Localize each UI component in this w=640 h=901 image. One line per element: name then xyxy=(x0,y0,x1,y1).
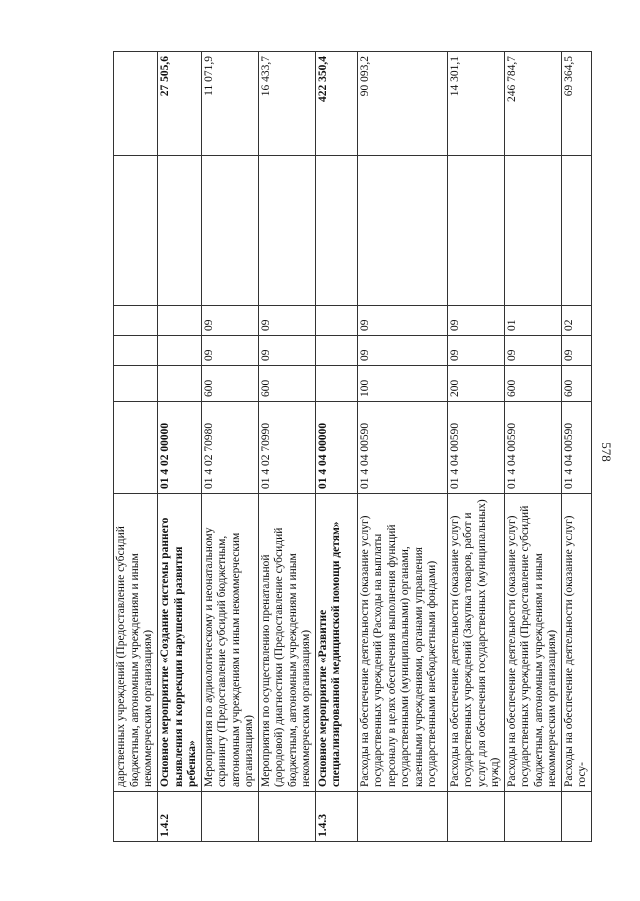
amount-cell xyxy=(114,52,158,156)
row-number-cell xyxy=(504,792,561,842)
row-number-cell xyxy=(447,792,504,842)
table-row xyxy=(447,52,504,842)
amount-cell: 422 350,4 xyxy=(315,52,357,156)
extra-cell xyxy=(357,156,447,306)
extra-cell xyxy=(258,156,315,306)
subsection-cell: 02 xyxy=(561,306,591,336)
extra-cell xyxy=(158,156,202,306)
section-cell: 09 xyxy=(561,336,591,366)
item-name-cell: Расходы на обеспечение деятельности (оказание услуг) государственных учреждений (Предоставление субсидий бюджетным, автономным учреждениям и иным некоммерческим организациям) xyxy=(504,494,561,792)
item-name-cell: Мероприятия по осуществлению пренатальной (дородовой) диагностики (Предоставление субсидий бюджетным, автономным учреждениям и иным некоммерческим организациям) xyxy=(258,494,315,792)
row-number-cell xyxy=(201,792,258,842)
amount-cell: 16 433,7 xyxy=(258,52,315,156)
target-code-cell: 01 4 02 00000 xyxy=(158,402,202,494)
budget-table xyxy=(113,51,592,842)
section-cell: 09 xyxy=(447,336,504,366)
amount-cell: 27 505,6 xyxy=(158,52,202,156)
row-number-cell: 1.4.2 xyxy=(158,792,202,842)
table-row xyxy=(315,52,357,842)
item-name-cell: Расходы на обеспечение деятельности (оказание услуг) госу- xyxy=(561,494,591,792)
extra-cell xyxy=(504,156,561,306)
expense-type-cell: 600 xyxy=(201,366,258,402)
item-name-cell: Расходы на обеспечение деятельности (оказание услуг) государственных учреждений (Расходы на выплаты персоналу в целях обеспечения выполнения функций государственными (муниципальными) органами, казенными учреждениями, органами управления государственными внебюджетными фондами) xyxy=(357,494,447,792)
target-code-cell: 01 4 02 70990 xyxy=(258,402,315,494)
table-body xyxy=(114,52,592,842)
amount-cell: 11 071,9 xyxy=(201,52,258,156)
subsection-cell: 09 xyxy=(258,306,315,336)
item-name-cell: дарственных учреждений (Предоставление субсидий бюджетным, автономным учреждениям и иным некоммерческим организациям) xyxy=(114,494,158,792)
expense-type-cell: 200 xyxy=(447,366,504,402)
expense-type-cell xyxy=(114,366,158,402)
subsection-cell xyxy=(158,306,202,336)
row-number-cell xyxy=(357,792,447,842)
expense-type-cell xyxy=(315,366,357,402)
rotated-table-container xyxy=(113,52,632,842)
subsection-cell: 01 xyxy=(504,306,561,336)
subsection-cell xyxy=(114,306,158,336)
expense-type-cell: 100 xyxy=(357,366,447,402)
table-row xyxy=(504,52,561,842)
target-code-cell: 01 4 04 00590 xyxy=(561,402,591,494)
amount-cell: 14 301,1 xyxy=(447,52,504,156)
item-name-cell: Расходы на обеспечение деятельности (оказание услуг) государственных учреждений (Закупка товаров, работ и услуг для обеспечения государственных (муниципальных) нужд) xyxy=(447,494,504,792)
extra-cell xyxy=(114,156,158,306)
extra-cell xyxy=(315,156,357,306)
table-row xyxy=(201,52,258,842)
item-name-cell: Основное мероприятие «Развитие специализированной медицинской помощи детям» xyxy=(315,494,357,792)
row-number-cell xyxy=(258,792,315,842)
item-name-cell: Основное мероприятие «Создание системы раннего выявления и коррекции нарушений развития ребенка» xyxy=(158,494,202,792)
page-number: 578 xyxy=(598,442,614,462)
section-cell xyxy=(114,336,158,366)
row-number-cell xyxy=(114,792,158,842)
row-number-cell xyxy=(561,792,591,842)
section-cell: 09 xyxy=(201,336,258,366)
subsection-cell: 09 xyxy=(201,306,258,336)
section-cell: 09 xyxy=(357,336,447,366)
row-number-cell: 1.4.3 xyxy=(315,792,357,842)
table-row xyxy=(114,52,158,842)
section-cell xyxy=(158,336,202,366)
table-row xyxy=(561,52,591,842)
target-code-cell: 01 4 04 00590 xyxy=(357,402,447,494)
expense-type-cell: 600 xyxy=(504,366,561,402)
subsection-cell: 09 xyxy=(447,306,504,336)
amount-cell: 90 093,2 xyxy=(357,52,447,156)
expense-type-cell xyxy=(158,366,202,402)
table-row xyxy=(158,52,202,842)
extra-cell xyxy=(561,156,591,306)
amount-cell: 69 364,5 xyxy=(561,52,591,156)
extra-cell xyxy=(447,156,504,306)
section-cell xyxy=(315,336,357,366)
amount-cell: 246 784,7 xyxy=(504,52,561,156)
table-row xyxy=(357,52,447,842)
target-code-cell: 01 4 04 00590 xyxy=(447,402,504,494)
section-cell: 09 xyxy=(258,336,315,366)
table-row xyxy=(258,52,315,842)
expense-type-cell: 600 xyxy=(561,366,591,402)
target-code-cell: 01 4 04 00000 xyxy=(315,402,357,494)
expense-type-cell: 600 xyxy=(258,366,315,402)
target-code-cell xyxy=(114,402,158,494)
item-name-cell: Мероприятия по аудиологическому и неонатальному скринингу (Предоставление субсидий бюджетным, автономным учреждениям и иным некоммерческим организациям) xyxy=(201,494,258,792)
subsection-cell xyxy=(315,306,357,336)
target-code-cell: 01 4 04 00590 xyxy=(504,402,561,494)
section-cell: 09 xyxy=(504,336,561,366)
subsection-cell: 09 xyxy=(357,306,447,336)
target-code-cell: 01 4 02 70980 xyxy=(201,402,258,494)
extra-cell xyxy=(201,156,258,306)
